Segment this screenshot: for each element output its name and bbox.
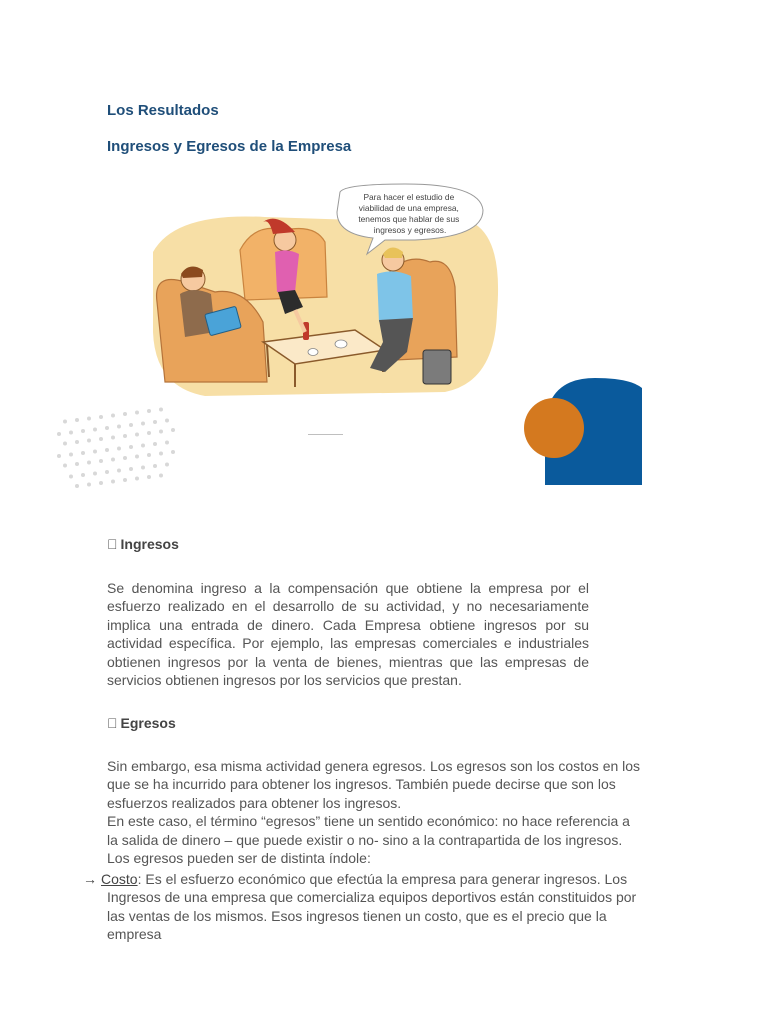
decorative-dot xyxy=(159,474,163,478)
orange-circle xyxy=(524,398,584,458)
decorative-dot xyxy=(165,441,169,445)
decorative-dot xyxy=(117,469,121,473)
decorative-dot xyxy=(129,423,133,427)
egresos-paragraph xyxy=(107,757,642,867)
decorative-dot xyxy=(135,433,139,437)
decorative-dot xyxy=(111,480,115,484)
decorative-dot xyxy=(75,484,79,488)
decorative-dot xyxy=(141,466,145,470)
decorative-dot xyxy=(87,417,91,421)
decorative-dot xyxy=(129,445,133,449)
decorative-dot xyxy=(87,439,91,443)
speech-bubble-text: Para hacer el estudio de viabilidad de una empresa, tenemos que hablar de sus ingresos y egresos. xyxy=(358,192,460,235)
decorative-dot xyxy=(147,431,151,435)
bullet-icon xyxy=(107,715,118,731)
decorative-dot xyxy=(171,428,175,432)
decorative-dot xyxy=(171,450,175,454)
decorative-dot xyxy=(159,452,163,456)
decorative-dot xyxy=(99,437,103,441)
decorative-dot xyxy=(147,475,151,479)
decorative-dot xyxy=(141,422,145,426)
decorative-dot xyxy=(57,454,61,458)
decorative-dot xyxy=(105,448,109,452)
decorative-dot xyxy=(153,420,157,424)
costo-definition: : Es el esfuerzo económico que efectúa la empresa para generar ingresos. Los xyxy=(137,871,628,887)
ingresos-heading: Ingresos xyxy=(107,536,179,552)
decorative-dot xyxy=(69,431,73,435)
decorative-dot xyxy=(87,483,91,487)
decorative-dot xyxy=(69,453,73,457)
decorative-dot xyxy=(123,434,127,438)
decorative-dot xyxy=(165,463,169,467)
decorative-dot xyxy=(117,425,121,429)
egresos-heading: Egresos xyxy=(107,715,176,731)
briefcase xyxy=(423,350,451,384)
decorative-dot xyxy=(135,455,139,459)
decorative-dot xyxy=(159,430,163,434)
decorative-dot xyxy=(57,432,61,436)
egresos-line-2: En este caso, el término “egresos” tiene un sentido económico: no hace referencia a la salida de dinero – que puede existir o no- sino a la contrapartida de los ingresos. xyxy=(107,813,630,848)
section-subtitle: Ingresos y Egresos de la Empresa xyxy=(107,138,352,155)
decorative-dot xyxy=(75,440,79,444)
decorative-dot xyxy=(111,414,115,418)
bullet-icon xyxy=(107,536,118,552)
decorative-dot xyxy=(129,467,133,471)
decorative-dot xyxy=(153,464,157,468)
decorative-dot xyxy=(99,459,103,463)
decorative-dot xyxy=(81,473,85,477)
ingresos-paragraph: Se denomina ingreso a la compensación que obtiene la empresa por el esfuerzo realizado en el desarrollo de su actividad, y no necesariamente implica una entrada de dinero. Cada Empresa obtiene ingresos por su actividad específica. Por ejemplo, las empresas comerciales e industriales obtienen ingresos por la venta de bienes, mientras que las empresas de servicios obtienen ingresos por los servicios que prestan. xyxy=(107,580,589,689)
decorative-dot xyxy=(69,475,73,479)
decorative-dot xyxy=(99,481,103,485)
decorative-dot xyxy=(123,456,127,460)
decorative-dot xyxy=(75,418,79,422)
decorative-dot xyxy=(123,412,127,416)
decorative-dot xyxy=(117,447,121,451)
decorative-dot xyxy=(135,477,139,481)
decorative-dot xyxy=(147,453,151,457)
divider-mark xyxy=(308,434,343,435)
decorative-dot xyxy=(93,450,97,454)
decorative-dot xyxy=(81,451,85,455)
decorative-dot xyxy=(81,429,85,433)
decorative-dot xyxy=(123,478,127,482)
decorative-dot xyxy=(99,415,103,419)
egresos-line-1: Sin embargo, esa misma actividad genera egresos. Los egresos son los costos en los que se ha incurrido para obtener los ingresos. También puede decirse que son los esfuerzos realizados para obtener los ingresos. xyxy=(107,758,641,811)
egresos-line-3: Los egresos pueden ser de distinta índole: xyxy=(107,850,371,867)
meeting-illustration xyxy=(145,182,505,404)
arrow-right-icon: → xyxy=(83,871,97,887)
decorative-dot xyxy=(63,420,67,424)
decorative-dot xyxy=(105,470,109,474)
costo-item xyxy=(83,870,653,944)
decorative-dot xyxy=(63,464,67,468)
decorative-dot xyxy=(93,428,97,432)
page-title: Los Resultados xyxy=(107,102,219,119)
decorative-dot xyxy=(159,408,163,412)
decorative-dot xyxy=(165,419,169,423)
decorative-dot xyxy=(141,444,145,448)
decorative-dot-grid xyxy=(45,405,185,490)
decorative-circles xyxy=(515,370,645,485)
decorative-dot xyxy=(135,411,139,415)
decorative-dot xyxy=(147,409,151,413)
costo-continuation: Ingresos de una empresa que comercializa equipos deportivos están constituidos por las ventas de los mismos. Esos ingresos tienen un costo, que es el precio que la empresa xyxy=(107,889,637,943)
decorative-dot xyxy=(111,436,115,440)
decorative-dot xyxy=(63,442,67,446)
decorative-dot xyxy=(105,426,109,430)
decorative-dot xyxy=(87,461,91,465)
decorative-dot xyxy=(111,458,115,462)
costo-term: Costo xyxy=(101,871,138,887)
decorative-dot xyxy=(93,472,97,476)
decorative-dot xyxy=(153,442,157,446)
decorative-dot xyxy=(75,462,79,466)
